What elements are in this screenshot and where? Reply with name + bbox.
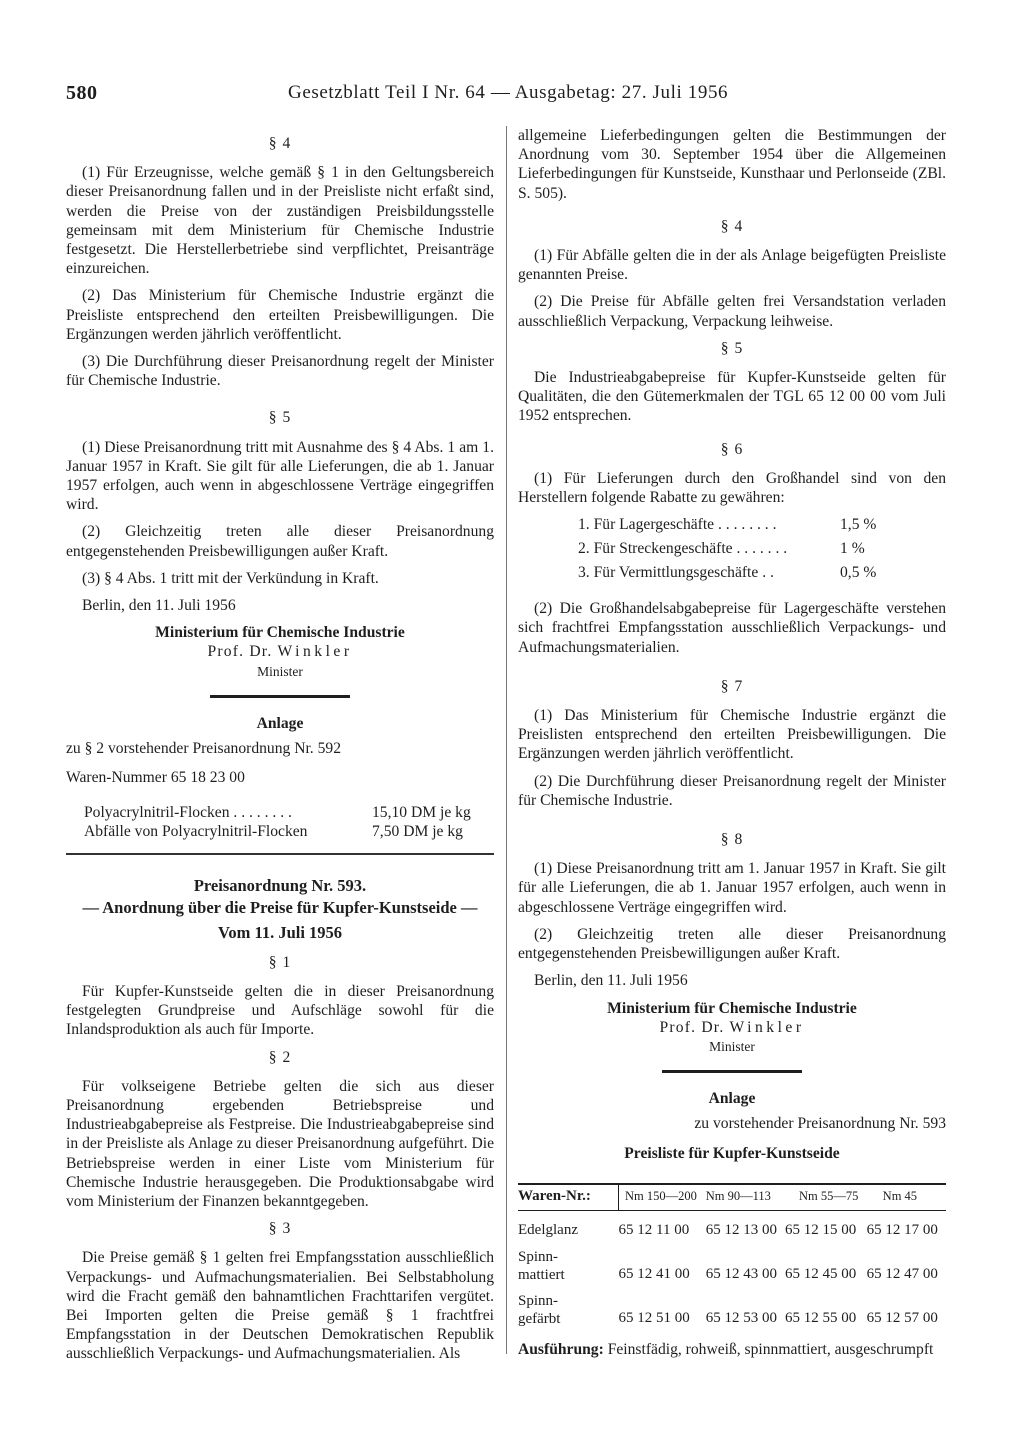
price-row	[66, 822, 494, 841]
ministry-name: Ministerium für Chemische Industrie	[155, 624, 405, 642]
right-column	[518, 126, 946, 1359]
table-header: Waren-Nr.:	[518, 1184, 619, 1211]
table-cell: 65 12 47 00	[866, 1265, 938, 1282]
paragraph: (2) Gleichzeitig treten alle dieser Preisanordnung entgegenstehenden Preisbewilligungen außer Kraft.	[518, 925, 946, 963]
table-row	[518, 1244, 946, 1288]
paragraph: (1) Für Lieferungen durch den Großhandel sind von den Herstellern folgende Rabatte zu gewähren:	[518, 469, 946, 507]
table-cell: 65 12 17 00	[866, 1221, 938, 1238]
paragraph: Für volkseigene Betriebe gelten die sich aus dieser Preisanordnung ergebenden Betriebspreise und Industrieabgabepreise als Festpreise. Die Industrieabgabepreise sind in der Preisliste als Anlage zu dieser Preisanordnung aufgeführt. Die Betriebspreise werden in einer Liste vom Ministerium für Chemische Industrie herausgegeben. Die Produktionsabgabe wird vom Ministerium der Finanzen bekanntgegeben.	[66, 1077, 494, 1210]
paragraph: (2) Die Großhandelsabgabepreise für Lagergeschäfte verstehen sich frachtfrei Empfangsstation ausschließlich Verpackungs- und Aufmachungsmaterialien.	[518, 600, 946, 656]
left-column	[66, 126, 494, 1372]
execution-note	[518, 1340, 946, 1359]
signature-date: Berlin, den 11. Juli 1956	[534, 972, 688, 990]
section-rule	[66, 853, 494, 855]
paragraph: (2) Gleichzeitig treten alle dieser Preisanordnung entgegenstehenden Preisbewilligungen außer Kraft.	[66, 523, 494, 560]
paragraph: (1) Diese Preisanordnung tritt mit Ausnahme des § 4 Abs. 1 am 1. Januar 1957 in Kraft. Sie gilt für alle Lieferungen, die ab 1. Januar 1957 erfolgen, auch wenn in abgeschlossene Verträge eingegriffen wird.	[66, 438, 494, 514]
signer-name	[518, 1018, 946, 1037]
price-item-name: Abfälle von Polyacrylnitril-Flocken	[84, 823, 308, 841]
section-heading: § 2	[268, 1048, 292, 1066]
annex-title: Anlage	[708, 1090, 756, 1108]
discount-list	[518, 515, 946, 587]
discount-label: 2. Für Streckengeschäfte . . . . . . .	[578, 540, 788, 558]
column-divider	[506, 126, 507, 1354]
table-header-row	[518, 1184, 946, 1211]
discount-item	[518, 515, 946, 539]
signature-date: Berlin, den 11. Juli 1956	[82, 597, 236, 615]
section-heading: § 4	[268, 135, 292, 152]
paragraph: (1) Das Ministerium für Chemische Industrie ergänzt die Preislisten entsprechend den erteilten Preisbewilligungen. Die Ergänzungen werden jährlich veröffentlicht.	[518, 707, 946, 763]
table-row	[518, 1288, 946, 1332]
discount-label: 3. Für Vermittlungsgeschäfte . .	[578, 564, 774, 582]
section-heading: § 6	[720, 440, 744, 458]
discount-value: 1 %	[840, 540, 865, 558]
discount-value: 1,5 %	[840, 516, 877, 534]
table-cell-label: Edelglanz	[518, 1221, 578, 1238]
signer-title: Prof. Dr.	[659, 1018, 725, 1036]
price-row	[66, 803, 494, 822]
ordinance-date: Vom 11. Juli 1956	[217, 923, 343, 943]
discount-item	[518, 539, 946, 563]
goods-number: Waren-Nummer 65 18 23 00	[66, 769, 245, 787]
paragraph: (2) Die Preise für Abfälle gelten frei Versandstation verladen ausschließlich Verpackung, Verpackung leihweise.	[518, 293, 946, 330]
section-heading: § 8	[720, 831, 744, 849]
table-header: Nm 45	[867, 1184, 946, 1211]
table-cell: 65 12 43 00	[705, 1265, 777, 1282]
table-cell: 65 12 57 00	[866, 1309, 938, 1326]
table-header: Nm 150—200	[619, 1184, 706, 1211]
paragraph: allgemeine Lieferbedingungen gelten die Bestimmungen der Anordnung vom 30. September 1954 über die Allgemeinen Lieferbedingungen für Kunstseide, Kunsthaar und Perlonseide (ZBl. S. 505).	[518, 127, 946, 202]
paragraph: (2) Das Ministerium für Chemische Industrie ergänzt die Preisliste entsprechend den erteilten Preisbewilligungen. Die Ergänzungen werden jährlich veröffentlicht.	[66, 287, 494, 343]
signer-name	[66, 642, 494, 661]
price-item-value: 15,10 DM je kg	[372, 804, 471, 822]
table-row	[518, 1217, 946, 1244]
ordinance-subtitle: — Anordnung über die Preise für Kupfer-Kunstseide —	[82, 898, 478, 918]
table-header: Nm 90—113	[706, 1184, 785, 1211]
table-cell: 65 12 55 00	[785, 1309, 857, 1326]
table-cell: 65 12 15 00	[785, 1221, 857, 1238]
table-cell-label: Spinn- gefärbt	[518, 1293, 561, 1328]
section-heading: § 5	[720, 339, 744, 357]
discount-item	[518, 563, 946, 587]
paragraph: Die Preise gemäß § 1 gelten frei Empfangsstation ausschließlich Verpackungs- und Aufmachungsmaterialien. Bei Selbstabholung wird die Fracht gemäß den bahnamtlichen Frachttarifen vergütet. Bei Importen gelten die Preise gemäß § 1 frachtfrei Empfangsstation in der Deutschen Demokratischen Republik ausschließlich Verpackungs- und Aufmachungsmaterialien. Als	[66, 1249, 494, 1363]
execution-text: Feinstfädig, rohweiß, spinnmattiert, ausgeschrumpft	[607, 1341, 934, 1359]
signer-role: Minister	[257, 663, 303, 679]
paragraph: Für Kupfer-Kunstseide gelten die in dieser Preisanordnung festgelegten Grundpreise und Aufschläge sowohl für die Inlandsproduktion als auch für Importe.	[66, 982, 494, 1039]
table-cell: 65 12 45 00	[785, 1265, 857, 1282]
paragraph: (2) Die Durchführung dieser Preisanordnung regelt der Minister für Chemische Industrie.	[518, 772, 946, 809]
page-number: 580	[66, 82, 98, 104]
table-cell: 65 12 13 00	[705, 1221, 777, 1238]
table-cell-label: Spinn- mattiert	[518, 1249, 565, 1284]
table-cell: 65 12 41 00	[618, 1265, 690, 1282]
signer-role: Minister	[709, 1038, 755, 1054]
ministry-name: Ministerium für Chemische Industrie	[607, 999, 857, 1017]
paragraph: (1) Für Erzeugnisse, welche gemäß § 1 in den Geltungsbereich dieser Preisanordnung fallen und in der Preisliste nicht erfaßt sind, werden die Preise von der zuständigen Preisbildungsstelle gemeinsam mit dem Ministerium für Chemische Industrie festgesetzt. Die Herstellerbetriebe sind verpflichtet, Preisanträge einzureichen.	[66, 164, 494, 278]
table-cell: 65 12 53 00	[705, 1309, 777, 1326]
separator-rule	[210, 695, 350, 698]
separator-rule	[662, 1070, 802, 1073]
discount-label: 1. Für Lagergeschäfte . . . . . . . .	[578, 516, 777, 534]
section-heading: § 1	[268, 953, 292, 971]
price-list-title: Preisliste für Kupfer-Kunstseide	[624, 1144, 840, 1162]
paragraph: (1) Diese Preisanordnung tritt am 1. Januar 1957 in Kraft. Sie gilt für alle Lieferungen, die ab 1. Januar 1957 erfolgen, auch wenn in abgeschlossene Verträge eingegriffen wird.	[518, 860, 946, 916]
table-cell: 65 12 51 00	[618, 1309, 690, 1326]
paragraph: (3) Die Durchführung dieser Preisanordnung regelt der Minister für Chemische Industrie.	[66, 353, 494, 390]
section-heading: § 5	[268, 409, 292, 427]
price-table	[518, 1183, 946, 1332]
price-item-value: 7,50 DM je kg	[372, 823, 463, 841]
signer-surname: Winkler	[277, 643, 353, 661]
annex-subtitle: zu vorstehender Preisanordnung Nr. 593	[694, 1115, 946, 1133]
signer-title: Prof. Dr.	[207, 643, 273, 661]
paragraph: Die Industrieabgabepreise für Kupfer-Kunstseide gelten für Qualitäten, die den Gütemerkmalen der TGL 65 12 00 00 vom Juli 1952 entsprechen.	[518, 369, 946, 425]
table-cell: 65 12 11 00	[618, 1221, 690, 1238]
section-heading: § 3	[268, 1220, 292, 1238]
page-header	[66, 82, 946, 106]
ordinance-title: Preisanordnung Nr. 593.	[193, 876, 367, 896]
execution-label: Ausführung:	[518, 1341, 604, 1359]
section-heading: § 4	[720, 217, 744, 235]
paragraph: (1) Für Abfälle gelten die in der als Anlage beigefügten Preisliste genannten Preise.	[518, 247, 946, 284]
running-title: Gesetzblatt Teil I Nr. 64 — Ausgabetag: 27. Juli 1956	[288, 82, 729, 103]
section-heading: § 7	[720, 677, 744, 695]
signer-surname: Winkler	[729, 1018, 805, 1036]
table-header: Nm 55—75	[785, 1184, 867, 1211]
annex-subtitle: zu § 2 vorstehender Preisanordnung Nr. 592	[66, 740, 341, 758]
discount-value: 0,5 %	[840, 564, 877, 582]
price-item-name: Polyacrylnitril-Flocken . . . . . . . .	[84, 804, 292, 822]
annex-title: Anlage	[256, 714, 304, 732]
paragraph: (3) § 4 Abs. 1 tritt mit der Verkündung in Kraft.	[82, 569, 379, 587]
